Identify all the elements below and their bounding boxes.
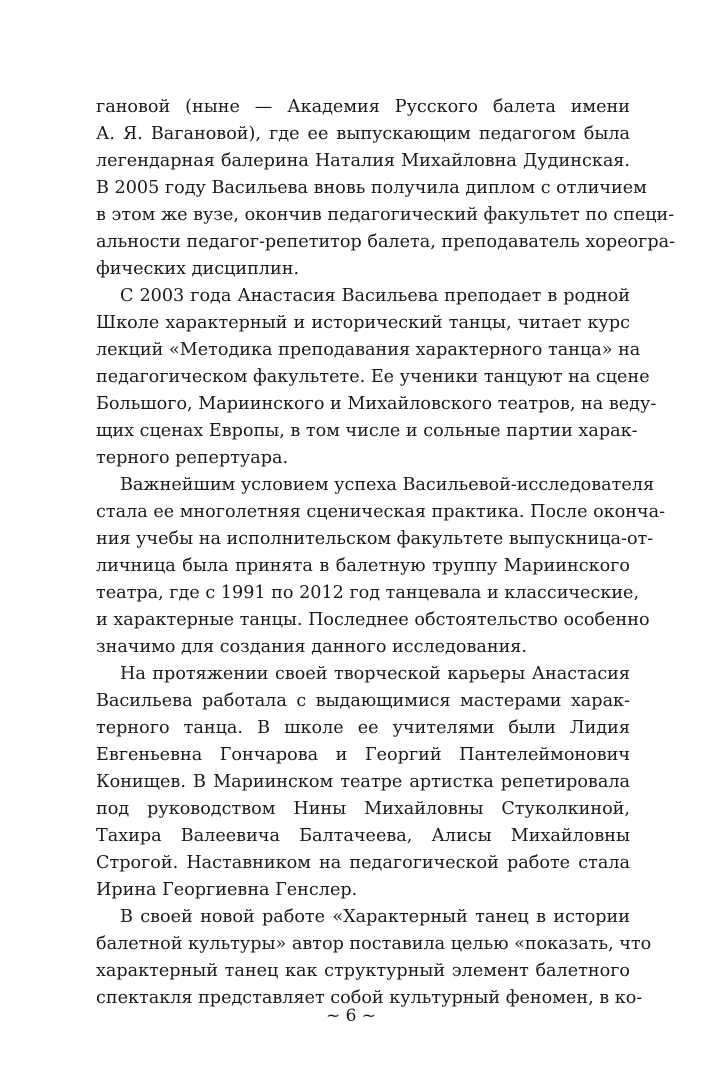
paragraph [96,661,630,904]
text-line: личница была принята в балетную труппу Мариинского [96,556,630,576]
text-line: Тахира Валеевича Балтачеева, Алисы Михайловны [96,826,630,846]
text-line: терного репертуара. [96,448,289,468]
text-line: С 2003 года Анастасия Васильева преподает в родной [120,286,630,306]
text-line: характерный танец как структурный элемент балетного [96,961,630,981]
paragraph [96,94,676,283]
text-line: и характерные танцы. Последнее обстоятельство особенно [96,610,650,630]
paragraph [96,472,666,661]
text-line: театра, где с 1991 по 2012 год танцевала и классические, [96,583,640,603]
text-line: А. Я. Вагановой), где ее выпускающим педагогом была [96,124,630,144]
text-line: Большого, Мариинского и Михайловского театров, на веду- [96,394,657,414]
text-line: стала ее многолетняя сценическая практика. После оконча- [96,502,666,522]
text-line: спектакля представляет собой культурный феномен, в ко- [96,988,643,1008]
text-line: Конищев. В Мариинском театре артистка репетировала [96,772,630,792]
body-text [96,94,676,1012]
text-line: легендарная балерина Наталия Михайловна Дудинская. [96,151,630,171]
text-line: в этом же вузе, окончив педагогический факультет по специ- [96,205,675,225]
page-number: ~ 6 ~ [325,1006,377,1026]
text-line: щих сценах Европы, в том числе и сольные партии харак- [96,421,638,441]
text-line: педагогическом факультете. Ее ученики танцуют на сцене [96,367,650,387]
text-line: Ирина Георгиевна Генслер. [96,880,358,900]
paragraph [96,283,657,472]
text-line: альности педагог-репетитор балета, преподаватель хореогра- [96,232,676,252]
text-line: гановой (ныне — Академия Русского балета имени [96,97,630,117]
text-line: терного танца. В школе ее учителями были Лидия [96,718,630,738]
text-line: Школе характерный и исторический танцы, читает курс [96,313,630,333]
text-line: значимо для создания данного исследования. [96,637,528,657]
text-line: под руководством Нины Михайловны Стуколкиной, [96,799,630,819]
text-line: Важнейшим условием успеха Васильевой-исследователя [120,475,655,495]
text-line: В своей новой работе «Характерный танец в истории [120,907,630,927]
text-line: фических дисциплин. [96,259,300,279]
text-line: Васильева работала с выдающимися мастерами харак- [96,691,630,711]
text-line: На протяжении своей творческой карьеры Анастасия [120,664,630,684]
text-line: В 2005 году Васильева вновь получила диплом с отличием [96,178,647,198]
text-line: Строгой. Наставником на педагогической работе стала [96,853,630,873]
text-line: ния учебы на исполнительском факультете выпускница-от- [96,529,654,549]
text-line: балетной культуры» автор поставила целью «показать, что [96,934,652,954]
text-line: Евгеньевна Гончарова и Георгий Пантелеймонович [96,745,630,765]
text-line: лекций «Методика преподавания характерного танца» на [96,340,641,360]
paragraph [96,904,652,1012]
